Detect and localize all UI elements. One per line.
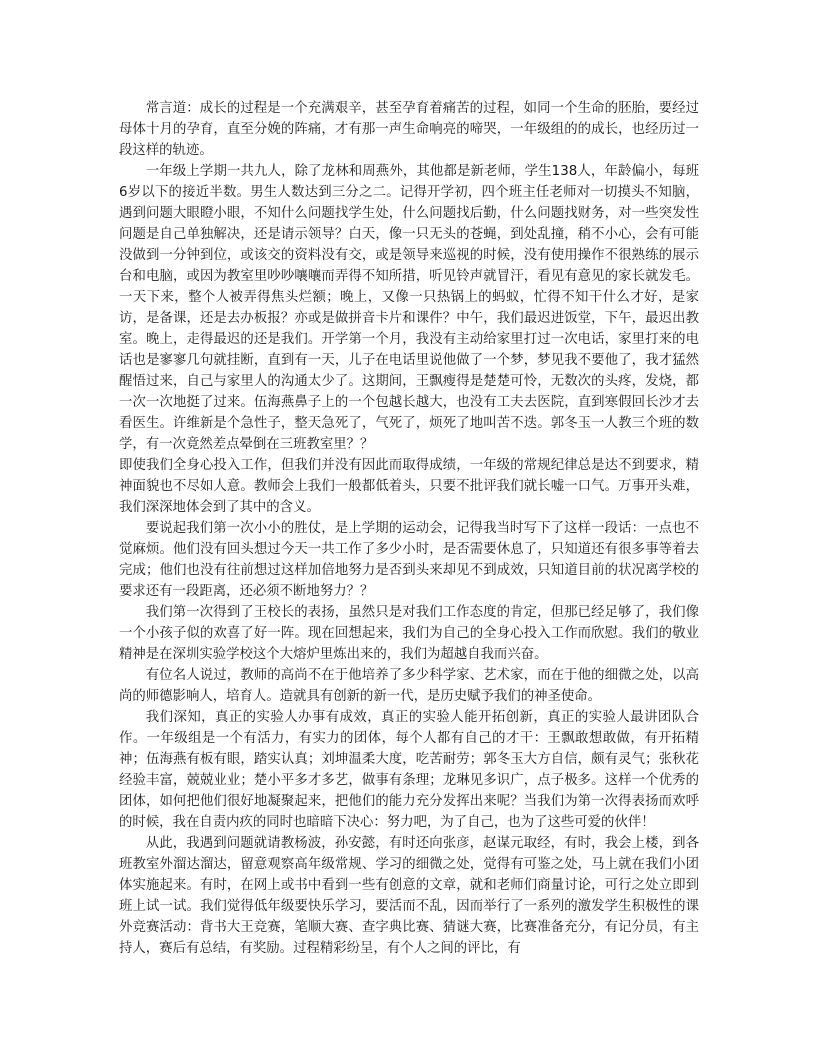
paragraph-7: 我们深知，真正的实验人办事有成效，真正的实验人能开拓创新，真正的实验人最讲团队合作。一年级组是一个有活力，有实力的团体，每个人都有自己的才干：王飘敢想敢做，有开拓精神；伍海燕有板有眼，踏实认真；刘坤温柔大度，吃苦耐劳；郭冬玉大方自信，颇有灵气；张秋花经验丰富，兢兢业业；楚小平多才多艺，做事有条理；龙琳见多识广，点子极多。这样一个优秀的团体，如何把他们很好地凝聚起来，把他们的能力充分发挥出来呢？当我们为第一次得表扬而欢呼的时候，我在自责内疚的同时也暗暗下决心：努力吧，为了自己，也为了这些可爱的伙伴！ (119, 710, 699, 830)
paragraph-4: 要说起我们第一次小小的胜仗，是上学期的运动会，记得我当时写下了这样一段话：一点也不觉麻烦。他们没有回头想过今天一共工作了多少小时，是否需要休息了，只知道还有很多事等着去完成；他们也没有往前想过这样加倍地努力是否到头来却见不到成效，只知道目前的状况离学校的要求还有一段距离，还必须不断地努力？？ (119, 521, 699, 599)
paragraph-1: 常言道：成长的过程是一个充满艰辛，甚至孕育着痛苦的过程，如同一个生命的胚胎，要经过母体十月的孕育，直至分娩的阵痛，才有那一声生命响亮的啼哭，一年级组的的成长，也经历过一段这样的轨迹。 (119, 101, 699, 158)
paragraph-3: 即使我们全身心投入工作，但我们并没有因此而取得成绩，一年级的常规纪律总是达不到要求，精神面貌也不尽如人意。教师会上我们一般都低着头，只要不批评我们就长嘘一口气。万事开头难，我们深深地体会到了其中的含义。 (119, 458, 699, 515)
paragraph-2: 一年级上学期一共九人，除了龙林和周燕外，其他都是新老师，学生138人，年龄偏小，每班6岁以下的接近半数。男生人数达到三分之二。记得开学初，四个班主任老师对一切摸头不知脑，遇到问题大眼瞪小眼，不知什么问题找学生处，什么问题找后勤，什么问题找财务，对一些突发性问题是自己单独解决，还是请示领导？白天，像一只无头的苍蝇，到处乱撞，稍不小心，会有可能没做到一分钟到位，或该交的资料没有交，或是领导来巡视的时候，没有使用操作不很熟练的展示台和电脑，或因为教室里吵吵嚷嚷而弄得不知所措，听见铃声就冒汗，看见有意见的家长就发毛。一天下来，整个人被弄得焦头烂额；晚上，又像一只热锅上的蚂蚁，忙得不知干什么才好，是家访，是备课，还是去办板报？亦或是做拼音卡片和课件？中午，我们最迟进饭堂，下午，最迟出教室。晚上，走得最迟的还是我们。开学第一个月，我没有主动给家里打过一次电话，家里打来的电话也是寥寥几句就挂断，直到有一天，儿子在电话里说他做了一个梦，梦见我不要他了，我才猛然醒悟过来，自己与家里人的沟通太少了。这期间，王飘瘦得是楚楚可怜，无数次的头疼，发烧，都一次一次地挺了过来。伍海燕鼻子上的一个包越长越大，也没有工夫去医院，直到寒假回长沙才去看医生。许维新是个急性子，整天急死了，气死了，烦死了地叫苦不迭。郭冬玉一人教三个班的数学，有一次竟然差点晕倒在三班教室里？？ (119, 164, 699, 452)
document-page (119, 98, 699, 959)
paragraph-5: 我们第一次得到了王校长的表扬，虽然只是对我们工作态度的肯定，但那已经足够了，我们像一个小孩子似的欢喜了好一阵。现在回想起来，我们为自己的全身心投入工作而欣慰。我们的敬业精神是在深圳实验学校这个大熔炉里炼出来的，我们为超越自我而兴奋。 (119, 605, 699, 662)
paragraph-8: 从此，我遇到问题就请教杨波，孙安懿，有时还向张彦，赵谋元取经，有时，我会上楼，到各班教室外溜达溜达，留意观察高年级常规、学习的细微之处，觉得有可鉴之处，马上就在我们小团体实施起来。有时，在网上或书中看到一些有创意的文章，就和老师们商量讨论，可行之处立即到班上试一试。我们觉得低年级要快乐学习，要活而不乱，因而举行了一系列的激发学生积极性的课外竞赛活动：背书大王竞赛，笔顺大赛、查字典比赛、猜谜大赛，比赛准备充分，有记分员，有主持人，赛后有总结，有奖励。过程精彩纷呈，有个人之间的评比，有 (119, 836, 699, 956)
paragraph-6: 有位名人说过，教师的高尚不在于他培养了多少科学家、艺术家，而在于他的细微之处，以高尚的师德影响人，培育人。造就具有创新的新一代，是历史赋予我们的神圣使命。 (119, 668, 699, 704)
